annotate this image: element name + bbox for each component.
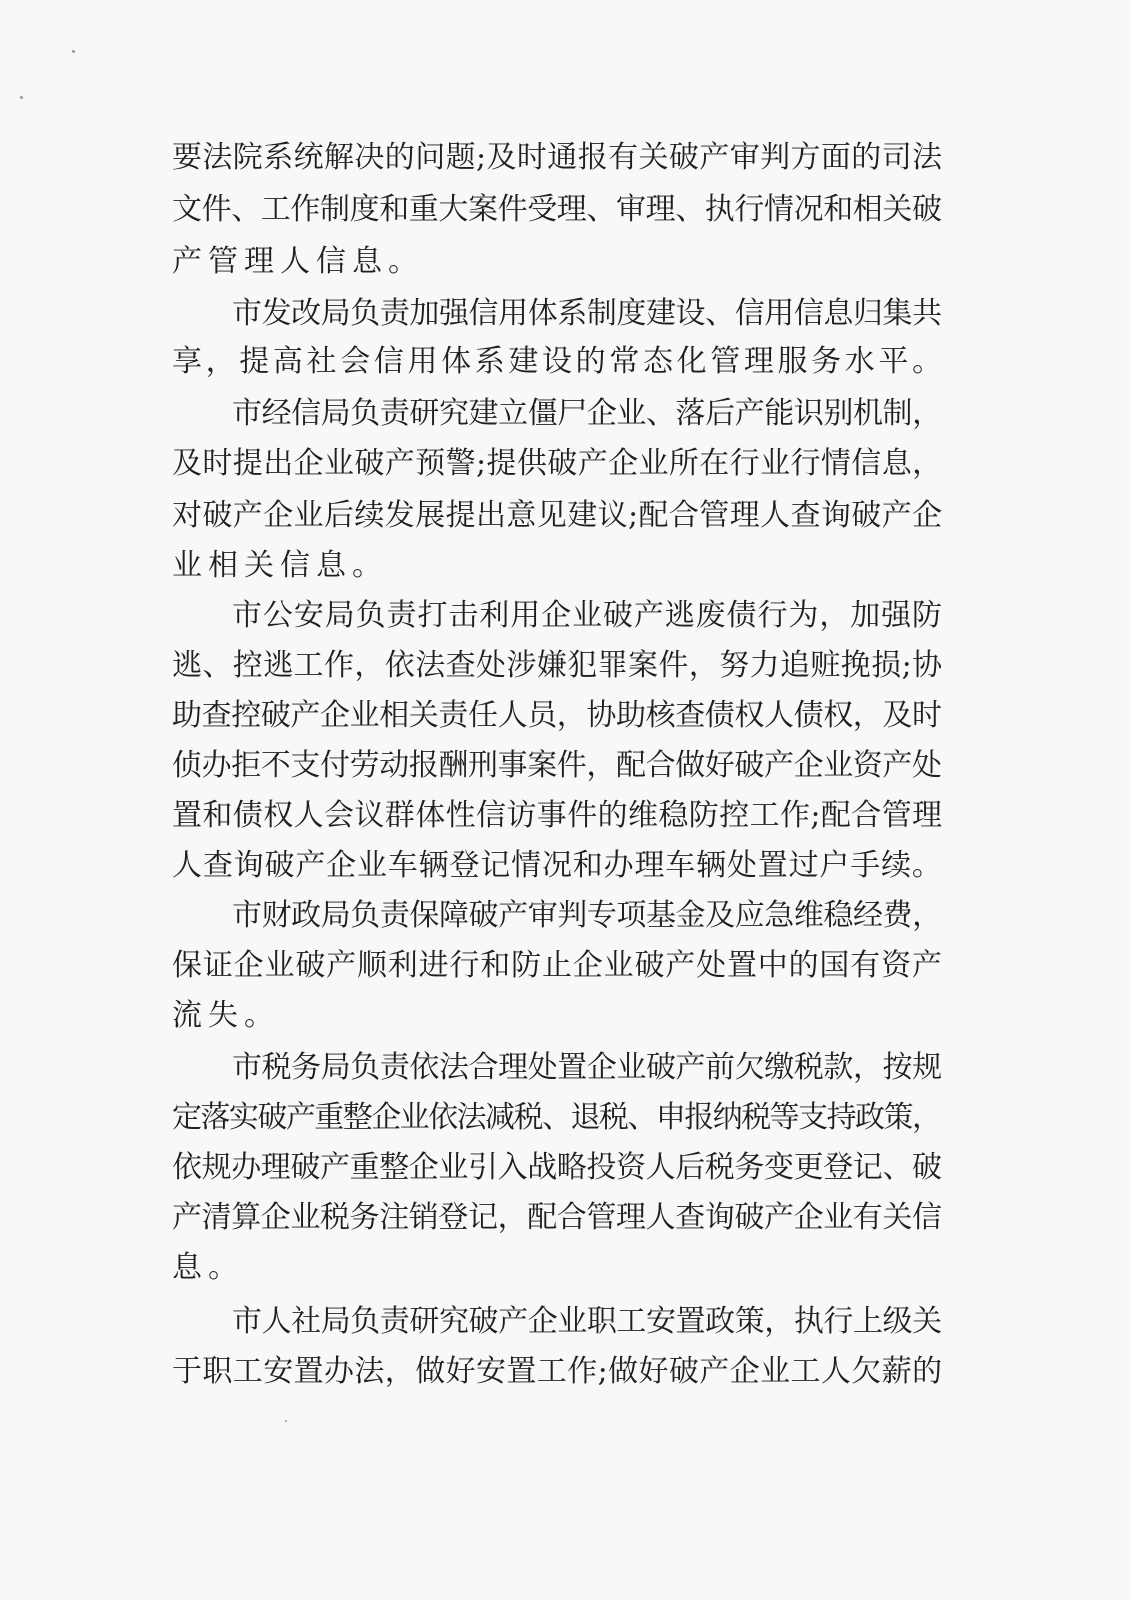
text-line: 享，提高社会信用体系建设的常态化管理服务水平。 [172,344,946,379]
text-line: 侦办拒不支付劳动报酬刑事案件，配合做好破产企业资产处 [172,748,942,783]
text-line: 要法院系统解决的问题;及时通报有关破产审判方面的司法 [172,140,943,175]
paragraph-first-line: 市税务局负责依法合理处置企业破产前欠缴税款，按规 [232,1050,942,1085]
text-line: 保证企业破产顺利进行和防止企业破产处置中的国有资产 [172,948,943,983]
text-line: 息。 [172,1250,244,1285]
paragraph-first-line: 市人社局负责研究破产企业职工安置政策，执行上级关 [232,1304,942,1339]
text-line: 依规办理破产重整企业引入战略投资人后税务变更登记、破 [172,1150,942,1185]
text-line: 产清算企业税务注销登记，配合管理人查询破产企业有关信 [172,1200,942,1235]
text-line: 于职工安置办法，做好安置工作;做好破产企业工人欠薪的 [172,1354,943,1389]
text-line: 逃、控逃工作，依法查处涉嫌犯罪案件，努力追赃挽损;协 [172,648,943,683]
text-line: 产管理人信息。 [172,244,424,279]
text-line: 对破产企业后续发展提出意见建议;配合管理人查询破产企 [172,498,943,533]
text-line: 人查询破产企业车辆登记情况和办理车辆处置过户手续。 [172,848,943,883]
scan-speck [72,50,75,53]
text-line: 定落实破产重整企业依法减税、退税、申报纳税等支持政策， [172,1100,941,1135]
text-line: 置和债权人会议群体性信访事件的维稳防控工作;配合管理 [172,798,943,833]
scan-speck [285,1420,287,1422]
text-line: 助查控破产企业相关责任人员，协助核查债权人债权，及时 [172,698,942,733]
scan-speck [20,96,23,99]
paragraph-first-line: 市发改局负责加强信用体系制度建设、信用信息归集共 [232,296,942,331]
paragraph-first-line: 市财政局负责保障破产审判专项基金及应急维稳经费， [232,898,942,933]
text-line: 流失。 [172,998,280,1033]
text-line: 及时提出企业破产预警;提供破产企业所在行业行情信息， [172,446,943,481]
paragraph-first-line: 市公安局负责打击利用企业破产逃废债行为，加强防 [232,598,943,633]
text-line: 业相关信息。 [172,548,388,583]
text-line: 文件、工作制度和重大案件受理、审理、执行情况和相关破 [172,192,942,227]
paragraph-first-line: 市经信局负责研究建立僵尸企业、落后产能识别机制， [232,396,942,431]
